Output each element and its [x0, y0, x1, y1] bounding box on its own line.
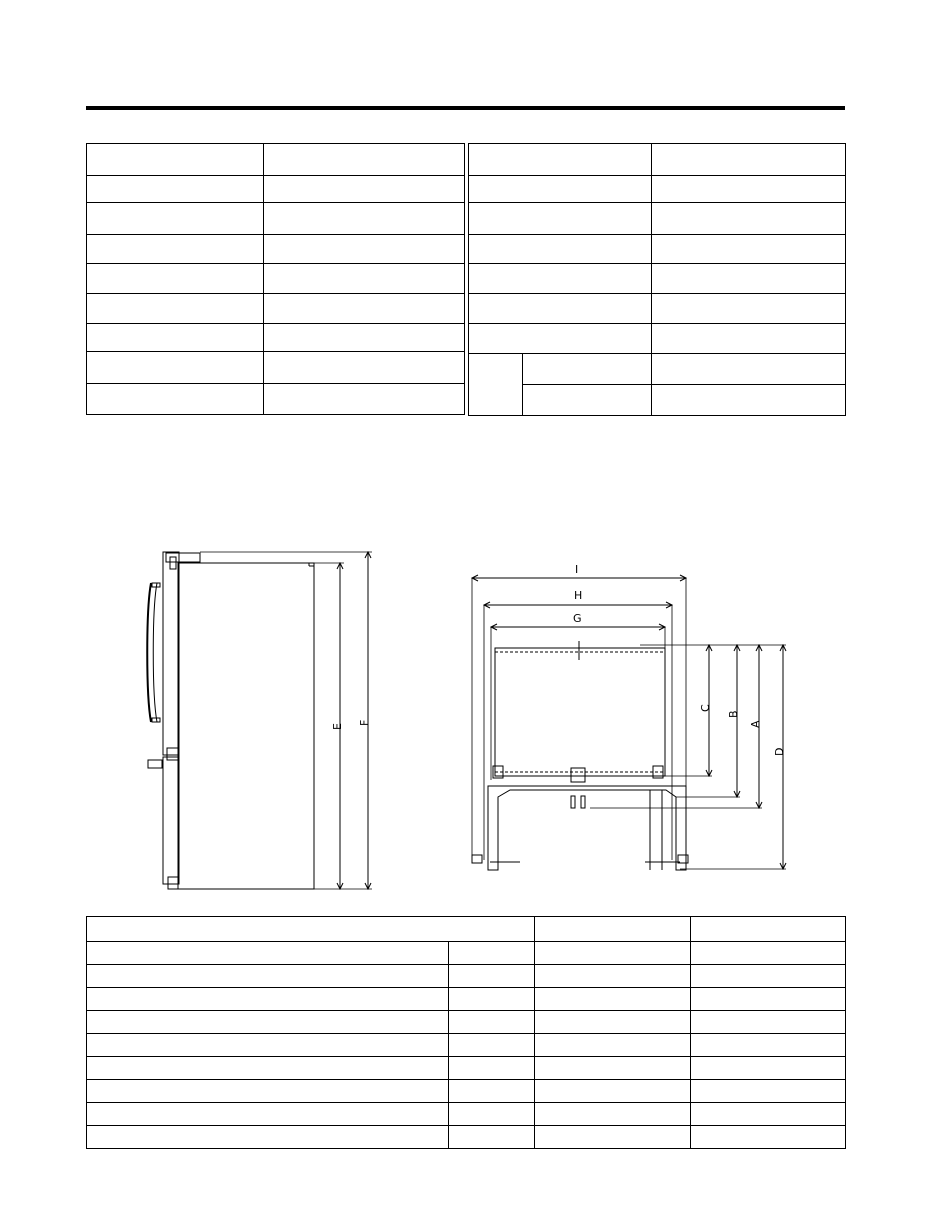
table-row: [87, 294, 465, 324]
table-cell: [469, 203, 652, 235]
table-row: [87, 176, 465, 203]
table-cell: [87, 144, 264, 176]
spec-table-left: [86, 143, 465, 415]
dimension-label-a: A: [749, 720, 762, 728]
table-cell: [87, 942, 449, 965]
table-cell: [535, 1080, 691, 1103]
table-cell: [535, 1103, 691, 1126]
table-row: [87, 1126, 846, 1149]
table-cell: [535, 1011, 691, 1034]
table-row: [87, 203, 465, 235]
table-header-row: [87, 917, 846, 942]
table-cell: [691, 1011, 846, 1034]
table-header-cell: [535, 917, 691, 942]
table-cell: [449, 942, 535, 965]
table-row: [469, 385, 846, 416]
bottom-hinge: [168, 877, 178, 889]
table-row: [87, 1034, 846, 1057]
table-cell: [449, 1057, 535, 1080]
dimension-label-g: G: [573, 612, 582, 625]
table-cell: [87, 988, 449, 1011]
table-row: [87, 235, 465, 264]
dimension-label-d: D: [773, 747, 786, 756]
table-cell: [469, 324, 652, 354]
table-cell: [691, 1057, 846, 1080]
table-row: [469, 294, 846, 324]
table-cell: [469, 176, 652, 203]
table-cell: [87, 294, 264, 324]
table-cell: [523, 354, 652, 385]
table-row: [87, 1080, 846, 1103]
table-cell: [87, 324, 264, 352]
table-row: [469, 144, 846, 176]
table-cell: [535, 942, 691, 965]
table-cell: [535, 1034, 691, 1057]
table-cell: [652, 176, 846, 203]
table-cell: [652, 324, 846, 354]
dimension-label-b: B: [727, 710, 740, 718]
table-header-cell: [691, 917, 846, 942]
table-cell: [652, 144, 846, 176]
table-row: [87, 264, 465, 294]
table-row: [87, 352, 465, 384]
table-cell: [87, 1034, 449, 1057]
dimension-label-i: I: [575, 563, 579, 576]
table-cell: [87, 1011, 449, 1034]
spec-table-right: [468, 143, 846, 416]
table-cell: [264, 264, 465, 294]
dimension-label-c: C: [699, 704, 712, 712]
table-cell: [87, 1080, 449, 1103]
table-cell: [87, 1103, 449, 1126]
refrigerator-drawings: [0, 540, 930, 900]
table-row: [87, 384, 465, 415]
table-cell: [449, 1011, 535, 1034]
door-handle: [147, 583, 151, 722]
dimension-label-h: H: [574, 589, 583, 602]
table-cell: [87, 264, 264, 294]
table-row: [469, 203, 846, 235]
table-row: [87, 144, 465, 176]
table-cell: [264, 324, 465, 352]
table-row: [87, 1011, 846, 1034]
cabinet-top-unit: [495, 648, 665, 776]
table-cell: [264, 203, 465, 235]
table-row: [87, 1103, 846, 1126]
table-cell: [469, 354, 523, 416]
table-cell: [87, 203, 264, 235]
table-cell: [652, 264, 846, 294]
table-cell: [652, 203, 846, 235]
table-row: [469, 354, 846, 385]
table-subheader-row: [87, 942, 846, 965]
middle-hinge: [167, 748, 179, 760]
table-cell: [264, 144, 465, 176]
table-cell: [469, 264, 652, 294]
table-cell: [523, 385, 652, 416]
table-cell: [691, 942, 846, 965]
table-cell: [535, 1057, 691, 1080]
table-row: [469, 235, 846, 264]
upper-door: [163, 552, 179, 755]
table-cell: [449, 1103, 535, 1126]
header-rule: [86, 106, 845, 110]
dimension-label-e: E: [331, 723, 344, 730]
table-cell: [87, 235, 264, 264]
table-cell: [691, 965, 846, 988]
table-cell: [535, 965, 691, 988]
table-cell: [691, 988, 846, 1011]
lower-door: [163, 757, 179, 884]
table-cell: [449, 988, 535, 1011]
dimension-table: [86, 916, 846, 1149]
table-cell: [449, 1080, 535, 1103]
table-row: [469, 176, 846, 203]
table-cell: [652, 235, 846, 264]
table-cell: [87, 384, 264, 415]
front-view-drawing: [472, 575, 786, 870]
table-cell: [87, 1057, 449, 1080]
base-frame: [488, 786, 686, 870]
table-cell: [87, 176, 264, 203]
table-cell: [535, 988, 691, 1011]
table-header-cell: [87, 917, 535, 942]
table-row: [87, 1057, 846, 1080]
table-cell: [264, 294, 465, 324]
table-row: [87, 324, 465, 352]
table-cell: [691, 1126, 846, 1149]
dimension-label-f: F: [358, 719, 371, 726]
table-cell: [652, 354, 846, 385]
table-row: [469, 264, 846, 294]
table-cell: [264, 352, 465, 384]
table-cell: [469, 294, 652, 324]
table-cell: [264, 235, 465, 264]
table-cell: [691, 1034, 846, 1057]
table-row: [87, 988, 846, 1011]
table-cell: [691, 1103, 846, 1126]
table-cell: [449, 1126, 535, 1149]
cabinet-body: [178, 563, 314, 889]
table-row: [87, 965, 846, 988]
table-cell: [691, 1080, 846, 1103]
table-cell: [449, 1034, 535, 1057]
table-cell: [87, 1126, 449, 1149]
table-row: [469, 324, 846, 354]
table-cell: [652, 385, 846, 416]
table-cell: [87, 352, 264, 384]
table-cell: [469, 235, 652, 264]
table-cell: [264, 176, 465, 203]
table-cell: [469, 144, 652, 176]
table-cell: [264, 384, 465, 415]
table-cell: [449, 965, 535, 988]
table-cell: [535, 1126, 691, 1149]
table-cell: [652, 294, 846, 324]
table-cell: [87, 965, 449, 988]
side-view-drawing: [147, 552, 372, 889]
